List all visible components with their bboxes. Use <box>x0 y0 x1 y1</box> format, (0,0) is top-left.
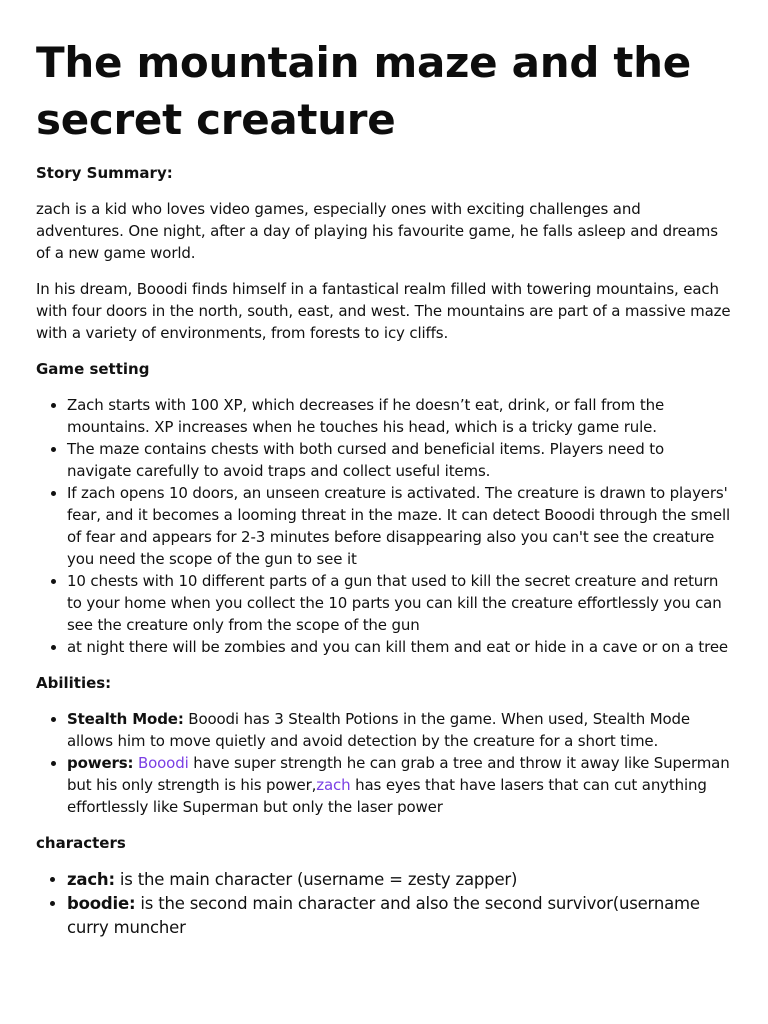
list-item: • Zach starts with 100 XP, which decreases if he doesn’t eat, drink, or fall from the mountains. XP increases when he touches his head, which is a tricky game rule. <box>67 394 732 438</box>
zach-link[interactable]: zach <box>316 776 351 794</box>
summary-paragraph-2: In his dream, Booodi finds himself in a fantastical realm filled with towering mountains, each with four doors in the north, south, east, and west. The mountains are part of a massive maze with a variety of environments, from forests to icy cliffs. <box>36 280 731 342</box>
summary-paragraph-1: zach is a kid who loves video games, especially ones with exciting challenges and adventures. One night, after a day of playing his favourite game, he falls asleep and dreams of a new game world. <box>36 200 718 262</box>
game-setting-list <box>36 394 732 658</box>
booodi-link[interactable]: Booodi <box>137 754 189 772</box>
ability-text: Booodi has 3 Stealth Potions in the game. When used, Stealth Mode allows him to move quietly and avoid detection by the creature for a short time. <box>67 710 690 750</box>
characters-list <box>36 868 732 940</box>
characters-heading: characters <box>36 834 126 852</box>
ability-term: Stealth Mode: <box>67 710 184 728</box>
game-setting-heading: Game setting <box>36 360 150 378</box>
list-item: • If zach opens 10 doors, an unseen creature is activated. The creature is drawn to players' fear, and it becomes a looming threat in the maze. It can detect Booodi through the smell of fear and appears for 2-3 minutes before disappearing also you can't see the creature you need the scope of the gun to see it <box>67 482 732 570</box>
character-text: is the main character (username = zesty zapper) <box>114 870 518 889</box>
list-item: • The maze contains chests with both cursed and beneficial items. Players need to navigate carefully to avoid traps and collect useful items. <box>67 438 732 482</box>
ability-text: have super strength he can grab a tree and throw it away like Superman but his only strength is his power, <box>67 754 730 794</box>
character-text: is the second main character and also the second survivor(username curry muncher <box>67 894 700 937</box>
character-item <box>67 892 732 940</box>
ability-text: has eyes that have lasers that can cut anything effortlessly like Superman but only the laser power <box>67 776 707 816</box>
character-term: zach: <box>67 870 115 889</box>
abilities-list <box>36 708 732 818</box>
page-title: The mountain maze and the secret creature <box>36 38 691 144</box>
ability-powers <box>67 752 732 818</box>
abilities-heading: Abilities: <box>36 674 112 692</box>
ability-term: powers: <box>67 754 134 772</box>
ability-stealth-mode <box>67 708 732 752</box>
character-item <box>67 868 732 892</box>
list-item: • at night there will be zombies and you can kill them and eat or hide in a cave or on a tree <box>67 636 732 658</box>
list-item: • 10 chests with 10 different parts of a gun that used to kill the secret creature and return to your home when you collect the 10 parts you can kill the creature effortlessly you can see the creature only from the scope of the gun <box>67 570 732 636</box>
character-term: boodie: <box>67 894 136 913</box>
story-summary-heading: Story Summary: <box>36 164 173 182</box>
